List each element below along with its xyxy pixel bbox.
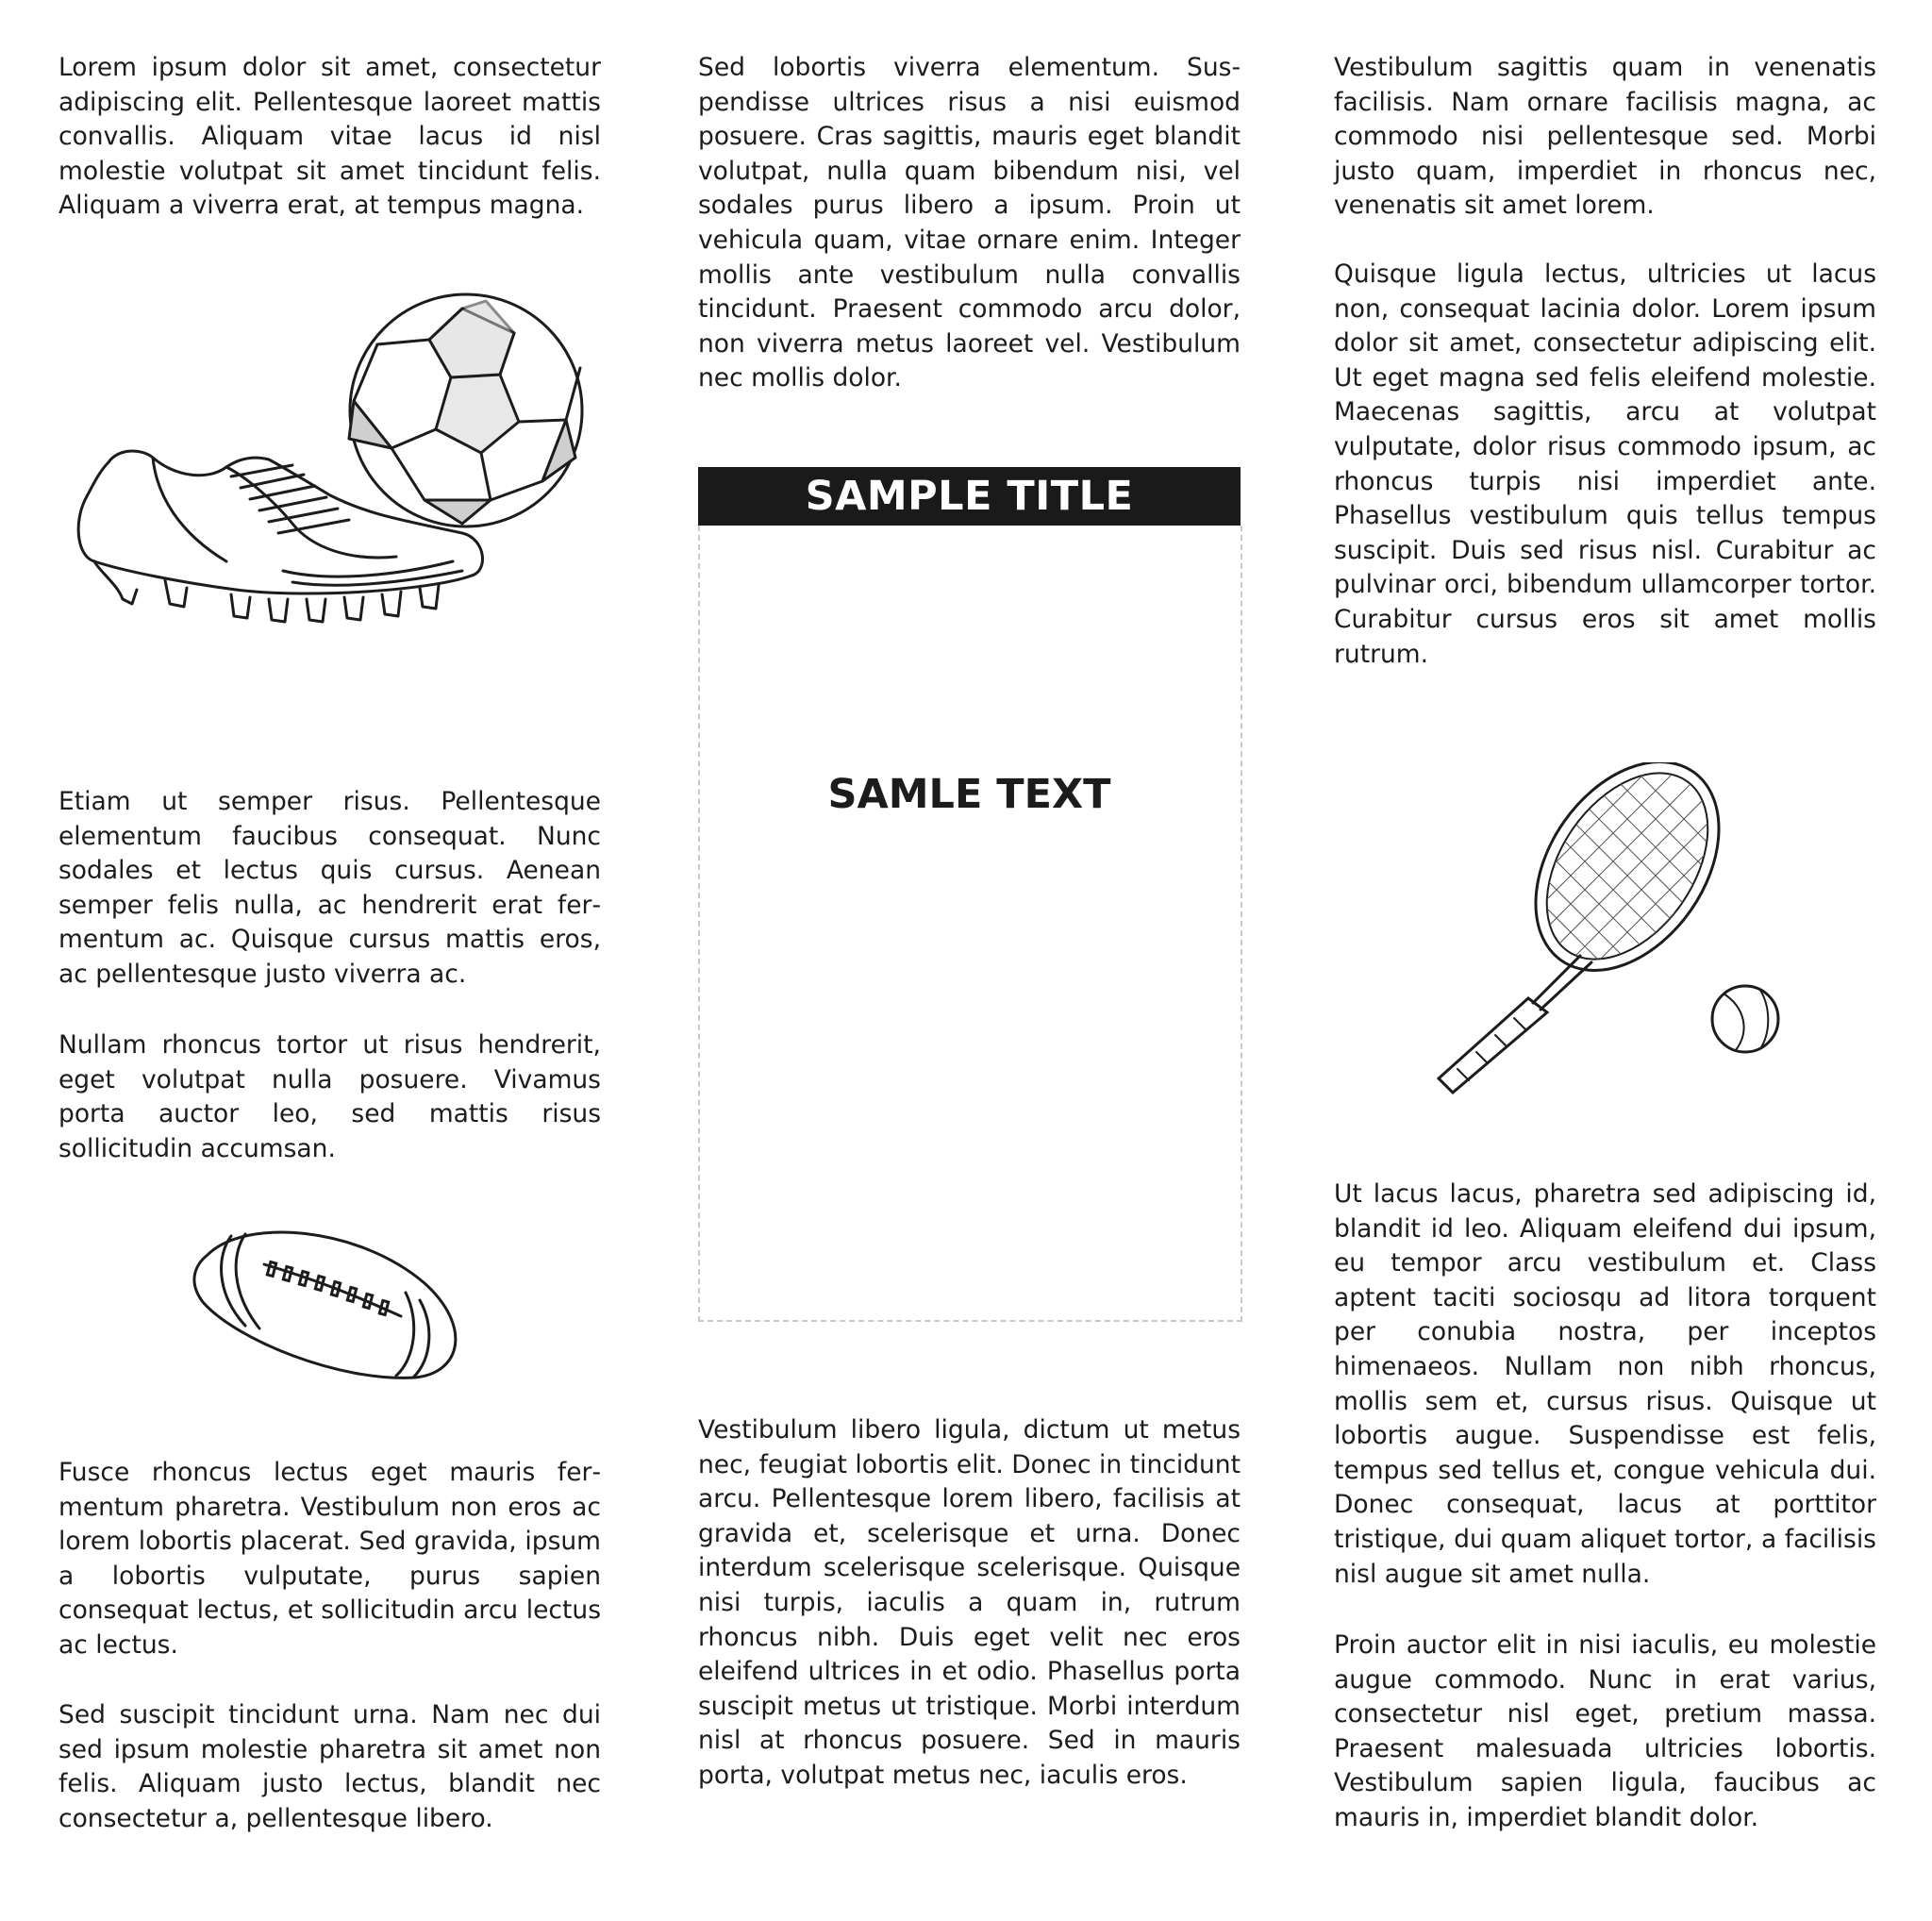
- right-paragraph-4: Proin auctor elit in nisi iaculis, eu molestie augue commodo. Nunc in erat varius, consectetur nisl eget, pretium massa. Praesent malesuada ultricies lobortis. Vestibulum sapien ligula, faucibus ac mauris in, imperdiet blandit dolor.: [1334, 1630, 1876, 1832]
- sample-panel: [698, 467, 1241, 1322]
- tennis-illustration: [1420, 762, 1797, 1102]
- panel-text: SAMLE TEXT: [827, 771, 1111, 818]
- soccer-cleat-and-ball-icon: [66, 288, 594, 703]
- football-illustration: [189, 1217, 472, 1387]
- right-paragraph-3: Ut lacus lacus, pharetra sed adipiscing id, blandit id leo. Aliquam eleifend dui ipsum, eu tempor arcu vestibulum et. Class aptent taciti sociosqu ad litora torquent per conubia nostra, per inceptos himenaeos. Nullam non nibh rhoncus, mollis sem et, cursus risus. Quisque ut lobortis augue. Suspendisse est felis, tempus sed tellus et, congue vehicula dui. Donec consequat, lacus at porttitor tristique, dui quam aliquet tortor, a facilisis nisl augue sit amet nulla.: [1334, 1179, 1876, 1589]
- tennis-racket-icon: [1420, 762, 1797, 1102]
- left-paragraph-3: Nullam rhoncus tortor ut risus hendrerit, eget volutpat nulla posuere. Vivamus porta auctor leo, sed mattis risus sollicitudin accumsan.: [58, 1030, 601, 1163]
- left-paragraph-4: Fusce rhoncus lectus eget mauris fermentum pharetra. Vestibulum non eros ac lorem lobortis placerat. Sed gravida, ipsum a lobortis vulputate, purus sapien consequat lectus, et sollicitudin arcu lectus ac lectus.: [58, 1458, 601, 1660]
- soccer-cleat-icon: [78, 451, 482, 622]
- tennis-ball-icon: [1712, 986, 1778, 1052]
- american-football-icon: [189, 1217, 472, 1387]
- center-paragraph-2: Vestibulum libero ligula, dictum ut metus nec, feugiat lobortis elit. Donec in tincidunt arcu. Pellentesque lorem libero, facilisis at gravida et, scelerisque et urna. Donec interdum scelerisque scelerisque. Quisque nisi turpis, iaculis a quam in, rutrum rhoncus nibh. Duis eget velit nec eros eleifend ultrices in et odio. Phasellus porta suscipit metus ut tristique. Morbi interdum nisl at rhoncus posuere. Sed in mauris porta, volutpat metus nec, iaculis eros.: [698, 1415, 1241, 1790]
- left-paragraph-5: Sed suscipit tincidunt urna. Nam nec dui sed ipsum molestie pharetra sit amet non felis. Aliquam justo lectus, blandit nec consectetur a, pellentesque libero.: [58, 1700, 601, 1833]
- right-paragraph-1: Vestibulum sagittis quam in venenatis facilisis. Nam ornare facilisis magna, ac commodo nisi pellentesque sed. Morbi justo quam, imperdiet in rhoncus nec, venenatis sit amet lorem.: [1334, 53, 1876, 221]
- left-paragraph-1: Lorem ipsum dolor sit amet, consectetur adipiscing elit. Pellentesque laoreet mattis convallis. Aliquam vitae lacus id nisl molestie volutpat sit amet tincidunt felis. Aliquam a viverra erat, at tempus magna.: [58, 53, 601, 221]
- center-paragraph-1: Sed lobortis viverra elementum. Suspendisse ultrices risus a nisi euismod posuere. Cras sagittis, mauris eget blandit volutpat, nulla quam bibendum nisi, vel sodales purus libero a ipsum. Proin ut vehicula quam, vitae ornare enim. Integer mollis ante vestibulum nulla convallis tincidunt. Praesent commodo arcu dolor, non viverra metus laoreet vel. Vestibulum nec mollis dolor.: [698, 53, 1241, 393]
- right-paragraph-2: Quisque ligula lectus, ultricies ut lacus non, consequat lacinia dolor. Lorem ipsum dolor sit amet, consectetur adipiscing elit. Ut eget magna sed felis eleifend molestie. Maecenas sagittis, arcu at volutpat vulputate, dolor risus commodo ipsum, ac rhoncus turpis nisi imperdiet ante. Phasellus vestibulum quis tellus tempus suscipit. Duis sed risus nisl. Curabitur ac pulvinar orci, bibendum ullamcorper tortor. Curabitur cursus eros sit amet mollis rutrum.: [1334, 259, 1876, 669]
- panel-title: SAMPLE TITLE: [698, 467, 1241, 526]
- soccer-illustration: [66, 288, 594, 703]
- panel-dashed-box: [698, 526, 1242, 1322]
- left-paragraph-2: Etiam ut semper risus. Pellentesque elementum faucibus consequat. Nunc sodales et lectus quis cursus. Aenean semper felis nulla, ac hendrerit erat fermentum ac. Quisque cursus mattis eros, ac pellentesque justo viverra ac.: [58, 787, 601, 989]
